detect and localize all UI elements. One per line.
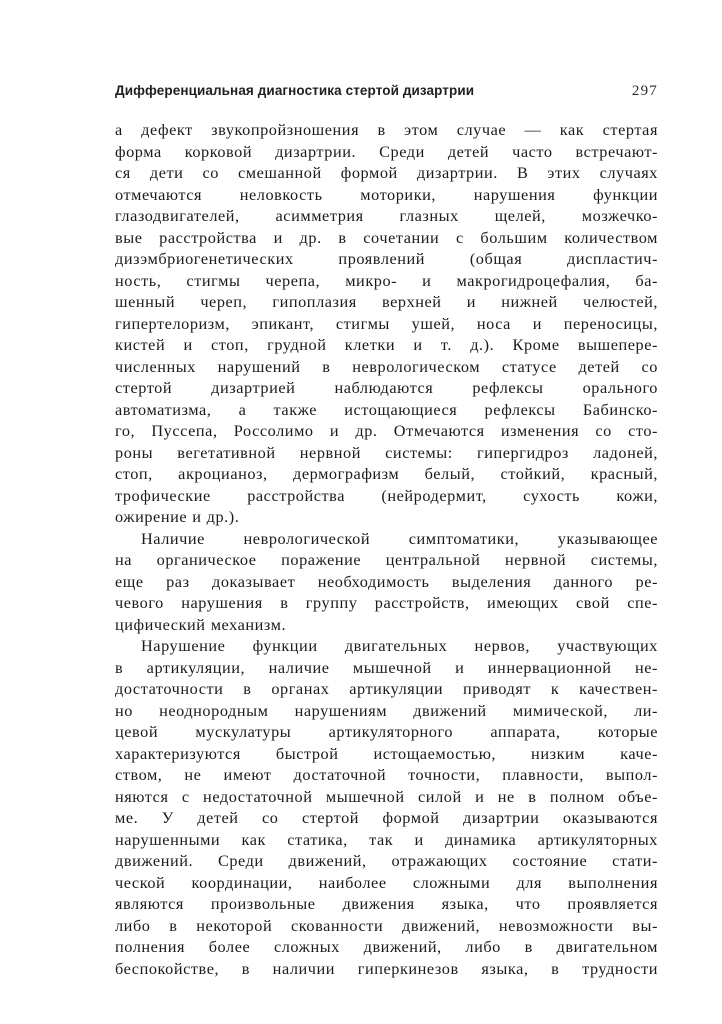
text-line: еще раз доказывает необходимость выделения данного ре- (115, 571, 658, 591)
text-line: стоп, акроцианоз, дермографизм белый, стойкий, красный, (115, 464, 658, 483)
text-line: характеризуются быстрой истощаемостью, низким каче- (115, 743, 658, 763)
text-line: достаточности в органах артикуляции приводят к качествен- (115, 679, 658, 698)
text-line: ме. У детей со стертой формой дизартрии оказываются (115, 808, 658, 827)
page-number: 297 (631, 83, 658, 99)
text-line: ность, стигмы черепа, микро- и макрогидроцефалия, ба- (115, 270, 658, 290)
text-line: дизэмбриогенетических проявлений (общая диспластич- (115, 249, 658, 268)
text-line: форма корковой дизартрии. Среди детей часто встречают- (115, 141, 658, 161)
text-line: полнения более сложных движений, либо в двигательном (115, 937, 658, 956)
text-line: кистей и стоп, грудной клетки и т. д.). Кроме вышепере- (115, 335, 658, 354)
text-line: беспокойстве, в наличии гиперкинезов языка, в трудности (115, 958, 658, 978)
text-line: трофические расстройства (нейродермит, сухость кожи, (115, 485, 658, 505)
text-line: шенный череп, гипоплазия верхней и нижней челюстей, (115, 292, 658, 311)
text-line: Наличие неврологической симптоматики, указывающее (141, 528, 658, 548)
text-line: автоматизма, а также истощающиеся рефлексы Бабинско- (115, 399, 658, 419)
text-line: движений. Среди движений, отражающих состояние стати- (115, 851, 658, 870)
text-line: вые расстройства и др. в сочетании с большим количеством (115, 227, 658, 247)
text-line: роны вегетативной нервной системы: гипергидроз ладоней, (115, 442, 658, 462)
text-line: являются произвольные движения языка, что проявляется (115, 894, 658, 913)
text-line: отмечаются неловкость моторики, нарушения функции (115, 184, 658, 204)
text-line: в артикуляции, наличие мышечной и иннервационной не- (115, 657, 658, 677)
text-line: ожирение и др.). (115, 507, 240, 526)
text-line: няются с недостаточной мышечной силой и не в полном объе- (115, 786, 658, 806)
text-line: чевого нарушения в группу расстройств, имеющих свой спе- (115, 593, 658, 612)
text-line: Нарушение функции двигательных нервов, участвующих (141, 636, 658, 655)
text-line: ся дети со смешанной формой дизартрии. В этих случаях (115, 163, 658, 182)
text-line: го, Пуссепа, Россолимо и др. Отмечаются изменения со сто- (115, 421, 658, 440)
text-line: стертой дизартрией наблюдаются рефлексы орального (115, 378, 658, 397)
text-line: гипертелоризм, эпикант, стигмы ушей, носа и переносицы, (115, 313, 658, 333)
body-text (115, 119, 658, 979)
paragraph-1 (115, 119, 658, 528)
text-line: глазодвигателей, асимметрия глазных щелей, мозжечко- (115, 206, 658, 225)
text-line: ством, не имеют достаточной точности, плавности, выпол- (115, 765, 658, 784)
text-line: либо в некоторой скованности движений, невозможности вы- (115, 915, 658, 935)
text-line: на органическое поражение центральной нервной системы, (115, 550, 658, 569)
paragraph-3 (115, 635, 658, 979)
text-line: а дефект звукопройзношения в этом случае — как стертая (115, 120, 658, 139)
chapter-title: Дифференциальная диагностика стертой дизартрии (115, 83, 475, 98)
paragraph-2 (115, 528, 658, 636)
text-line: но неоднородным нарушениям движений мимической, ли- (115, 700, 658, 720)
text-line: ческой координации, наиболее сложными для выполнения (115, 872, 658, 892)
text-line: цевой мускулатуры артикуляторного аппарата, которые (115, 722, 658, 741)
running-header (115, 82, 658, 104)
text-line: численных нарушений в неврологическом статусе детей со (115, 356, 658, 376)
text-line: нарушенными как статика, так и динамика артикуляторных (115, 829, 658, 849)
text-line: цифический механизм. (115, 614, 287, 634)
